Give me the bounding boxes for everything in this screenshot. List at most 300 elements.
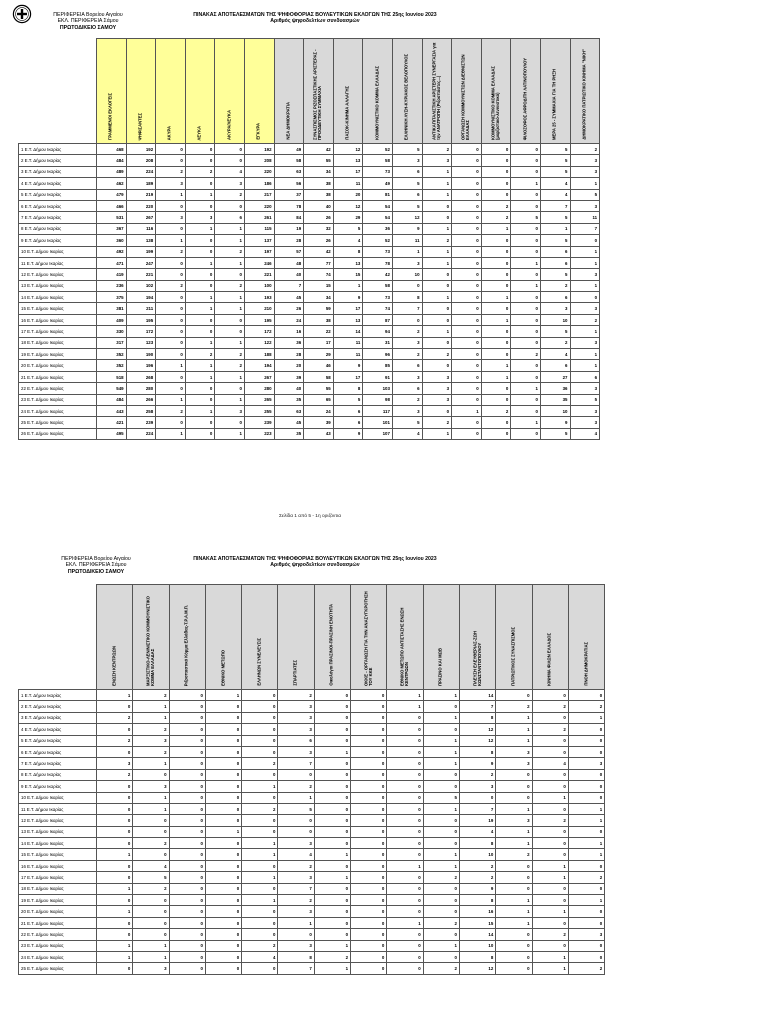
table-cell: 0 (387, 849, 423, 860)
table-cell: 1 (496, 735, 532, 746)
table-cell: 0 (215, 155, 245, 166)
table-cell: 0 (351, 963, 387, 974)
table-cell: 54 (363, 200, 393, 211)
table-cell: 197 (244, 246, 274, 257)
table-cell: 101 (363, 417, 393, 428)
page-header (0, 0, 768, 40)
table-cell: 8 (459, 895, 495, 906)
table-cell: 0 (314, 792, 350, 803)
table-cell: 14 (459, 929, 495, 940)
table-cell: 1 (496, 906, 532, 917)
table-row (19, 895, 605, 906)
table-cell: 0 (511, 405, 541, 416)
table-cell: 7 (570, 223, 600, 234)
table-cell: 1 (423, 746, 459, 757)
table-cell: 0 (452, 246, 482, 257)
table-cell: 0 (314, 803, 350, 814)
table-cell: 36 (274, 337, 304, 348)
table-cell: 0 (185, 428, 215, 439)
table-cell: 0 (185, 235, 215, 246)
table-cell: 11 (570, 212, 600, 223)
table-cell: 0 (452, 144, 482, 155)
table-cell: 3 (570, 417, 600, 428)
table-cell: 1 (185, 189, 215, 200)
table-cell: 63 (274, 166, 304, 177)
table-cell: 9 (333, 428, 363, 439)
table-row (19, 417, 600, 428)
table-cell: 0 (511, 166, 541, 177)
table-cell: 1 (511, 417, 541, 428)
table-cell: 7 (459, 701, 495, 712)
polling-station-name: 25 Ε.Τ. Δήμου Ικαρίας (19, 963, 97, 974)
table-cell: 5 (392, 144, 422, 155)
table-cell: 3 (133, 963, 169, 974)
table-cell: 489 (97, 166, 127, 177)
table-cell: 3 (570, 166, 600, 177)
table-cell: 4 (133, 860, 169, 871)
column-header (274, 39, 304, 144)
table-cell: 2 (422, 417, 452, 428)
table-cell: 32 (304, 223, 334, 234)
table-cell: 0 (351, 746, 387, 757)
table-cell: 0 (97, 746, 133, 757)
table-cell: 0 (185, 383, 215, 394)
table-cell: 0 (156, 223, 186, 234)
table-cell: 3 (278, 746, 314, 757)
table-cell: 94 (363, 326, 393, 337)
table-cell: 1 (242, 849, 278, 860)
table-cell: 531 (97, 212, 127, 223)
table-cell: 1 (496, 838, 532, 849)
table-cell: 57 (274, 246, 304, 257)
table-cell: 1 (314, 746, 350, 757)
table-cell: 2 (185, 166, 215, 177)
table-cell: 2 (568, 872, 604, 883)
table-cell: 0 (452, 326, 482, 337)
table-cell: 2 (568, 963, 604, 974)
table-cell: 0 (97, 963, 133, 974)
table-cell: 0 (314, 758, 350, 769)
table-cell: 0 (97, 838, 133, 849)
table-cell: 0 (387, 758, 423, 769)
column-header-label: ΠΑΤΡΙΩΤΙΚΟΣ ΣΥΝΑΣΠΙΣΜΟΣ (510, 627, 516, 686)
table-cell: 137 (244, 235, 274, 246)
table-cell: 58 (363, 280, 393, 291)
table-cell: 9 (392, 223, 422, 234)
table-cell: 265 (244, 394, 274, 405)
column-header (392, 39, 422, 144)
table-cell: 2 (540, 337, 570, 348)
table-cell: 11 (333, 337, 363, 348)
table-cell: 2 (540, 280, 570, 291)
table-cell: 6 (392, 189, 422, 200)
table-cell: 102 (126, 280, 156, 291)
table-cell: 219 (126, 189, 156, 200)
polling-station-name: 5 Ε.Τ. Δήμου Ικαρίας (19, 735, 97, 746)
table-cell: 0 (387, 815, 423, 826)
table-cell: 0 (314, 769, 350, 780)
org-line-1: ΠΕΡΙΦΕΡΕΙΑ Βορείου Αιγαίου (61, 556, 131, 562)
table-cell: 352 (97, 349, 127, 360)
table-cell: 123 (126, 337, 156, 348)
table-cell: 0 (205, 735, 241, 746)
table-cell: 0 (423, 929, 459, 940)
table-cell: 518 (97, 371, 127, 382)
table-cell: 117 (363, 405, 393, 416)
table-cell: 0 (169, 701, 205, 712)
table-cell: 367 (97, 223, 127, 234)
table-cell: 55 (304, 383, 334, 394)
table-cell: 0 (481, 144, 511, 155)
table-cell: 0 (314, 929, 350, 940)
table-cell: 0 (242, 963, 278, 974)
table-cell: 29 (333, 212, 363, 223)
polling-station-name: 26 Ε.Τ. Δήμου Ικαρίας (19, 428, 97, 439)
table-cell: 0 (387, 963, 423, 974)
table-cell: 0 (452, 155, 482, 166)
table-cell: 246 (244, 257, 274, 268)
table-row (19, 735, 605, 746)
table-cell: 0 (215, 144, 245, 155)
table-cell: 0 (169, 963, 205, 974)
table-cell: 239 (126, 417, 156, 428)
table-cell: 0 (423, 826, 459, 837)
table-row (19, 189, 600, 200)
table-cell: 74 (304, 269, 334, 280)
table-cell: 0 (481, 189, 511, 200)
table-cell: 0 (568, 690, 604, 701)
polling-station-name: 20 Ε.Τ. Δήμου Ικαρίας (19, 360, 97, 371)
table-cell: 0 (532, 826, 568, 837)
header-corner (19, 585, 97, 690)
column-header-label: Οικολόγοι ΠΡΑΣΙΝΟΙ-ΠΡΑΣΙΝΗ ΕΝΟΤΗΤΑ (329, 604, 335, 686)
table-row (19, 724, 605, 735)
table-cell: 98 (363, 394, 393, 405)
table-cell: 34 (304, 166, 334, 177)
table-cell: 0 (496, 769, 532, 780)
table-row (19, 883, 605, 894)
table-cell: 1 (422, 178, 452, 189)
table-cell: 1 (133, 712, 169, 723)
table-cell: 42 (363, 269, 393, 280)
organization-block (28, 12, 148, 31)
table-cell: 0 (242, 826, 278, 837)
table-cell: 11 (392, 235, 422, 246)
table-cell: 0 (532, 803, 568, 814)
table-cell: 224 (126, 166, 156, 177)
table-cell: 189 (126, 178, 156, 189)
table-cell: 0 (242, 735, 278, 746)
table-cell: 3 (278, 872, 314, 883)
table-cell: 5 (511, 212, 541, 223)
table-cell: 195 (244, 314, 274, 325)
table-cell: 1 (496, 895, 532, 906)
table-cell: 2 (459, 769, 495, 780)
table-cell: 9 (459, 883, 495, 894)
table-cell: 5 (392, 178, 422, 189)
table-cell: 0 (278, 815, 314, 826)
column-header-label: ΔΗΜΟΚΡΑΤΙΚΟ ΠΑΤΡΙΩΤΙΚΟ ΚΙΝΗΜΑ "ΝΙΚΗ" (581, 49, 587, 140)
table-cell: 0 (387, 929, 423, 940)
table-cell: 1 (314, 872, 350, 883)
polling-station-name: 19 Ε.Τ. Δήμου Ικαρίας (19, 349, 97, 360)
table-cell: 0 (481, 394, 511, 405)
table-cell: 46 (304, 360, 334, 371)
table-cell: 0 (156, 314, 186, 325)
table-row (19, 292, 600, 303)
table-cell: 42 (304, 144, 334, 155)
table-cell: 2 (242, 803, 278, 814)
table-cell: 1 (570, 326, 600, 337)
column-header (570, 39, 600, 144)
table-cell: 2 (392, 349, 422, 360)
table-cell: 280 (126, 383, 156, 394)
table-cell: 3 (278, 940, 314, 951)
table-cell: 5 (133, 872, 169, 883)
table-cell: 1 (242, 895, 278, 906)
table-cell: 0 (532, 940, 568, 951)
column-header-label: ΑΝΤΙΚΑΠΙΤΑΛΙΣΤΙΚΗ ΑΡΙΣΤΕΡΗ ΣΥΝΕΡΓΑΣΙΑ για την ΑΝΑΤΡΟΠΗ (Ριζοσπάστες...) (431, 42, 441, 140)
table-cell: 0 (532, 883, 568, 894)
table-cell: 2 (532, 724, 568, 735)
table-cell: 4 (242, 951, 278, 962)
table-cell: 0 (452, 394, 482, 405)
table-cell: 3 (215, 405, 245, 416)
table-cell: 0 (205, 940, 241, 951)
table-cell: 0 (133, 849, 169, 860)
table-cell: 7 (278, 758, 314, 769)
table-cell: 55 (304, 155, 334, 166)
table-cell: 196 (126, 360, 156, 371)
table-cell: 0 (351, 883, 387, 894)
table-cell: 1 (242, 838, 278, 849)
table-cell: 0 (496, 792, 532, 803)
table-cell: 4 (215, 166, 245, 177)
table-cell: 409 (97, 314, 127, 325)
table-cell: 4 (392, 428, 422, 439)
table-cell: 3 (133, 781, 169, 792)
polling-station-name: 8 Ε.Τ. Δήμου Ικαρίας (19, 223, 97, 234)
table-cell: 0 (205, 895, 241, 906)
table-cell: 9 (333, 292, 363, 303)
table-cell: 0 (205, 792, 241, 803)
table-cell: 1 (215, 303, 245, 314)
table-cell: 1 (532, 792, 568, 803)
table-cell: 16 (274, 326, 304, 337)
table-cell: 468 (97, 144, 127, 155)
table-cell: 0 (481, 383, 511, 394)
table-cell: 1 (215, 428, 245, 439)
column-header-label: ΣΠΑΡΤΙΑΤΕΣ (292, 660, 298, 686)
table-row (19, 746, 605, 757)
column-header-label: ΚΙΝΗΜΑ ΦΙΛΩΝ ΕΛΛΑΔΟΣ (546, 633, 552, 686)
table-cell: 0 (205, 712, 241, 723)
table-cell: 1 (532, 860, 568, 871)
table-row (19, 178, 600, 189)
table-cell: 1 (333, 280, 363, 291)
polling-station-name: 12 Ε.Τ. Δήμου Ικαρίας (19, 815, 97, 826)
polling-station-name: 14 Ε.Τ. Δήμου Ικαρίας (19, 292, 97, 303)
table-cell: 1 (185, 257, 215, 268)
table-cell: 0 (387, 872, 423, 883)
table-cell: 0 (481, 269, 511, 280)
table-cell: 0 (351, 724, 387, 735)
table-cell: 1 (133, 951, 169, 962)
table-cell: 495 (97, 428, 127, 439)
table-cell: 0 (205, 849, 241, 860)
table-cell: 0 (496, 781, 532, 792)
table-cell: 2 (185, 349, 215, 360)
table-cell: 1 (422, 189, 452, 200)
table-cell: 0 (169, 883, 205, 894)
table-cell: 1 (205, 690, 241, 701)
table-cell: 0 (496, 860, 532, 871)
table-cell: 6 (333, 405, 363, 416)
table-cell: 7 (392, 303, 422, 314)
table-row (19, 860, 605, 871)
table-cell: 2 (278, 690, 314, 701)
table-cell: 0 (532, 735, 568, 746)
table-cell: 0 (392, 280, 422, 291)
table-cell: 52 (363, 144, 393, 155)
table-cell: 0 (205, 803, 241, 814)
table-cell: 0 (452, 349, 482, 360)
table-cell: 0 (169, 781, 205, 792)
table-cell: 0 (169, 951, 205, 962)
table-cell: 1 (532, 951, 568, 962)
table-cell: 6 (540, 246, 570, 257)
table-cell: 8 (278, 951, 314, 962)
polling-station-name: 6 Ε.Τ. Δήμου Ικαρίας (19, 746, 97, 757)
table-cell: 0 (97, 792, 133, 803)
table-cell: 0 (568, 724, 604, 735)
table-cell: 1 (185, 405, 215, 416)
table-cell: 3 (392, 371, 422, 382)
table-cell: 0 (481, 337, 511, 348)
table-cell: 0 (568, 940, 604, 951)
polling-station-name: 15 Ε.Τ. Δήμου Ικαρίας (19, 303, 97, 314)
table-cell: 5 (540, 326, 570, 337)
table-cell: 28 (274, 235, 304, 246)
table-cell: 1 (185, 292, 215, 303)
column-header (540, 39, 570, 144)
table-cell: 0 (97, 815, 133, 826)
table-cell: 1 (511, 178, 541, 189)
table-cell: 419 (97, 269, 127, 280)
polling-station-name: 24 Ε.Τ. Δήμου Ικαρίας (19, 951, 97, 962)
table-cell: 8 (333, 383, 363, 394)
table-cell: 0 (568, 883, 604, 894)
table-cell: 0 (387, 803, 423, 814)
table-cell: 0 (459, 792, 495, 803)
table-cell: 1 (156, 189, 186, 200)
table-cell: 1 (570, 280, 600, 291)
table-cell: 199 (126, 246, 156, 257)
table-cell: 10 (540, 314, 570, 325)
table-cell: 3 (570, 269, 600, 280)
table-row (19, 906, 605, 917)
table-cell: 26 (304, 212, 334, 223)
table-cell: 0 (169, 849, 205, 860)
table-cell: 0 (496, 883, 532, 894)
table-cell: 122 (244, 337, 274, 348)
table-cell: 0 (351, 860, 387, 871)
table-cell: 63 (274, 405, 304, 416)
table-cell: 1 (97, 951, 133, 962)
table-cell: 5 (392, 417, 422, 428)
table-cell: 261 (244, 212, 274, 223)
table-cell: 0 (169, 712, 205, 723)
table-cell: 0 (314, 781, 350, 792)
table-cell: 6 (215, 212, 245, 223)
table-cell: 0 (185, 144, 215, 155)
table-cell: 195 (126, 314, 156, 325)
table-cell: 0 (185, 178, 215, 189)
table-cell: 0 (496, 929, 532, 940)
table-cell: 2 (215, 189, 245, 200)
table-cell: 0 (133, 826, 169, 837)
column-header-label: ΜΕΡΑ 25 - ΣΥΜΜΑΧΙΑ ΓΙΑ ΤΗ ΡΗΞΗ (551, 69, 557, 140)
table-cell: 3 (459, 781, 495, 792)
table-cell: 2 (156, 246, 186, 257)
table-cell: 2 (496, 701, 532, 712)
table-row (19, 257, 600, 268)
table-cell: 0 (169, 769, 205, 780)
table-cell: 0 (215, 314, 245, 325)
table-cell: 211 (126, 303, 156, 314)
table-cell: 7 (274, 280, 304, 291)
table-row (19, 383, 600, 394)
table-cell: 8 (459, 746, 495, 757)
table-cell: 0 (156, 371, 186, 382)
table-cell: 0 (452, 189, 482, 200)
table-cell: 0 (452, 212, 482, 223)
table-cell: 1 (481, 314, 511, 325)
table-cell: 0 (511, 246, 541, 257)
table-cell: 8 (392, 292, 422, 303)
table-cell: 221 (244, 269, 274, 280)
table-cell: 1 (205, 826, 241, 837)
table-row (19, 314, 600, 325)
table-cell: 0 (185, 155, 215, 166)
column-header (156, 39, 186, 144)
table-cell: 1 (511, 280, 541, 291)
table-cell: 247 (126, 257, 156, 268)
table-cell: 10 (540, 405, 570, 416)
table-cell: 36 (363, 223, 393, 234)
table-cell: 0 (511, 360, 541, 371)
table-cell: 0 (205, 781, 241, 792)
table-cell: 0 (133, 929, 169, 940)
table-cell: 35 (274, 394, 304, 405)
table-cell: 0 (423, 883, 459, 894)
table-cell: 1 (481, 223, 511, 234)
column-header-label: ΕΘΝΙΚΟ ΜΕΤΩΠΟ ΑΝΤΙΣΤΑΣΗΣ ΕΝΩΣΗ ΚΕΝΤΡΩΩΝ (399, 607, 410, 686)
polling-station-name: 3 Ε.Τ. Δήμου Ικαρίας (19, 166, 97, 177)
table-row (19, 781, 605, 792)
table-cell: 0 (314, 815, 350, 826)
table-cell: 0 (452, 303, 482, 314)
table-cell: 0 (169, 758, 205, 769)
column-header (185, 39, 215, 144)
polling-station-name: 16 Ε.Τ. Δήμου Ικαρίας (19, 860, 97, 871)
table-cell: 0 (169, 792, 205, 803)
table-cell: 36 (540, 383, 570, 394)
table-cell: 1 (387, 690, 423, 701)
polling-station-name: 2 Ε.Τ. Δήμου Ικαρίας (19, 155, 97, 166)
table-cell: 0 (511, 189, 541, 200)
table-cell: 0 (387, 838, 423, 849)
